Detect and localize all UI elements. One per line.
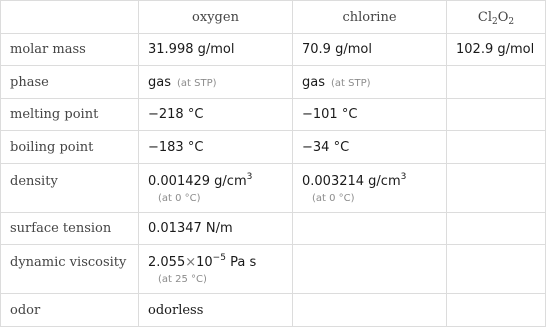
cell-boiling-point-oxygen: −183 °C: [139, 131, 293, 164]
cell-melting-point-oxygen: −218 °C: [139, 99, 293, 131]
cell-boiling-point-chlorine: −34 °C: [293, 131, 447, 164]
header-row: [1, 1, 546, 34]
cell-odor-cl2o2: [447, 294, 546, 327]
cell-molar-mass-cl2o2: 102.9 g/mol: [447, 34, 546, 66]
phase-oxygen-note: (at STP): [177, 77, 217, 89]
row-label-odor: odor: [1, 294, 139, 327]
cell-density-oxygen: [139, 164, 293, 213]
row-label-melting-point: melting point: [1, 99, 139, 131]
cell-density-cl2o2: [447, 164, 546, 213]
table-row-odor: [1, 294, 546, 327]
row-label-surface-tension: surface tension: [1, 213, 139, 245]
cell-phase-cl2o2: [447, 66, 546, 99]
phase-oxygen-value: gas: [148, 74, 171, 90]
density-chlorine-exponent: 3: [400, 172, 407, 182]
viscosity-oxygen-note: (at 25 °C): [158, 274, 207, 285]
table-row-molar-mass: [1, 34, 546, 66]
phase-chlorine-note: (at STP): [331, 77, 371, 89]
cell-density-chlorine: [293, 164, 447, 213]
formula-sub-2: 2: [508, 16, 515, 27]
header-empty-cell: [1, 1, 139, 34]
phase-chlorine-value: gas: [302, 74, 325, 90]
formula-cl: Cl: [477, 9, 492, 25]
table-row-melting-point: [1, 99, 546, 131]
table-row-dynamic-viscosity: [1, 245, 546, 294]
header-cl2o2: [447, 1, 546, 34]
formula-o: O: [497, 9, 509, 25]
row-label-dynamic-viscosity: dynamic viscosity: [1, 245, 139, 294]
density-chlorine-note: (at 0 °C): [312, 193, 355, 204]
cell-melting-point-cl2o2: [447, 99, 546, 131]
cell-dynamic-viscosity-chlorine: [293, 245, 447, 294]
cell-phase-chlorine: [293, 66, 447, 99]
viscosity-times-sign: ×: [185, 255, 197, 270]
cell-surface-tension-chlorine: [293, 213, 447, 245]
density-oxygen-value: 0.001429 g/cm: [148, 174, 247, 189]
cell-phase-oxygen: [139, 66, 293, 99]
viscosity-mantissa: 2.055: [148, 255, 186, 270]
density-oxygen-exponent: 3: [246, 172, 253, 182]
table-row-density: [1, 164, 546, 213]
header-chlorine: chlorine: [293, 1, 447, 34]
row-label-boiling-point: boiling point: [1, 131, 139, 164]
table-row-boiling-point: [1, 131, 546, 164]
viscosity-exponent: −5: [212, 253, 226, 263]
cell-molar-mass-chlorine: 70.9 g/mol: [293, 34, 447, 66]
cell-surface-tension-oxygen: 0.01347 N/m: [139, 213, 293, 245]
cell-odor-oxygen: odorless: [139, 294, 293, 327]
row-label-density: density: [1, 164, 139, 213]
row-label-molar-mass: molar mass: [1, 34, 139, 66]
header-oxygen: oxygen: [139, 1, 293, 34]
viscosity-unit: Pa s: [225, 255, 257, 270]
table-row-surface-tension: [1, 213, 546, 245]
cell-surface-tension-cl2o2: [447, 213, 546, 245]
cell-odor-chlorine: [293, 294, 447, 327]
viscosity-base: 10: [196, 255, 213, 270]
cell-dynamic-viscosity-cl2o2: [447, 245, 546, 294]
formula-sub-1: 2: [491, 16, 498, 27]
cell-molar-mass-oxygen: 31.998 g/mol: [139, 34, 293, 66]
row-label-phase: phase: [1, 66, 139, 99]
cell-boiling-point-cl2o2: [447, 131, 546, 164]
density-oxygen-note: (at 0 °C): [158, 193, 201, 204]
table-row-phase: [1, 66, 546, 99]
density-chlorine-value: 0.003214 g/cm: [302, 174, 401, 189]
cell-melting-point-chlorine: −101 °C: [293, 99, 447, 131]
cell-dynamic-viscosity-oxygen: [139, 245, 293, 294]
